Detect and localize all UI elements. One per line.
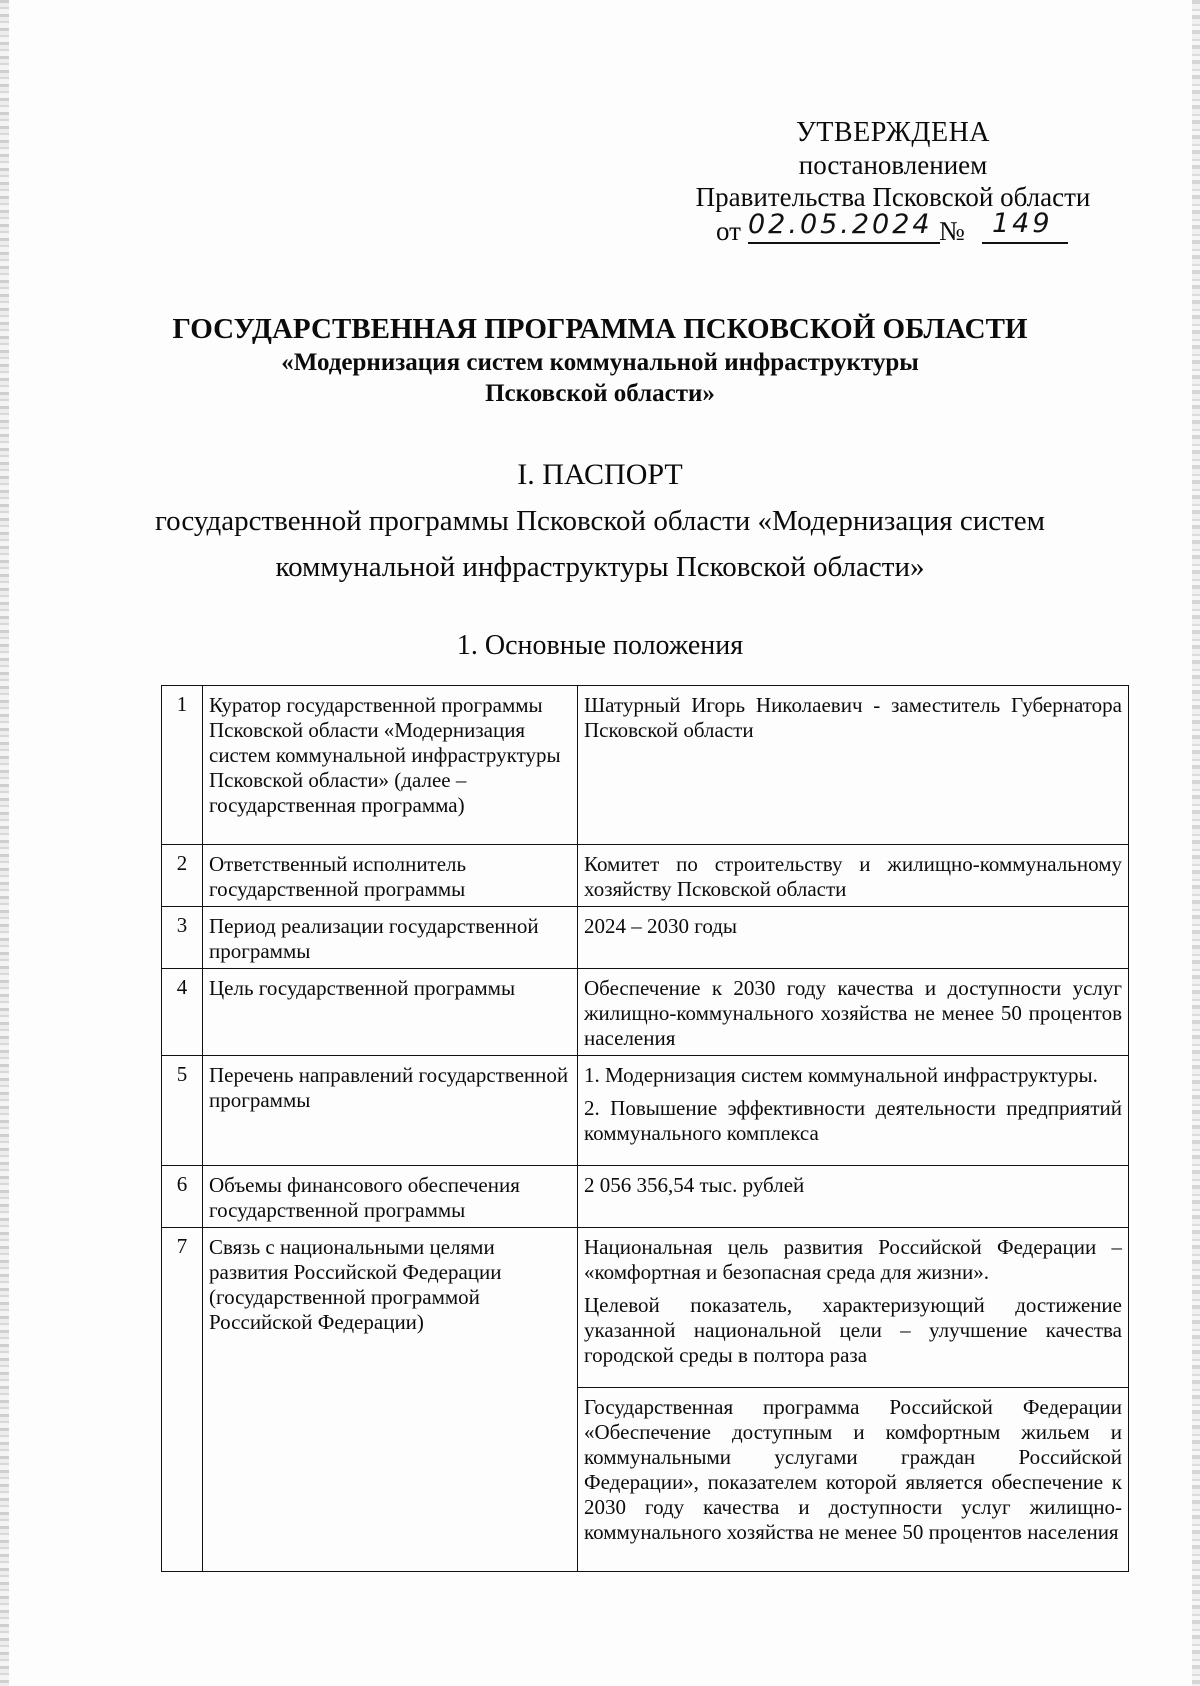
approval-date-handwritten: 02.05.2024 xyxy=(748,209,933,240)
row-value xyxy=(578,845,1129,907)
row-value-text: 2024 – 2030 годы xyxy=(584,914,738,938)
program-title xyxy=(100,311,1100,409)
row-number: 1 xyxy=(162,686,203,845)
approval-date-line xyxy=(686,208,1100,249)
approval-number-handwritten: 149 xyxy=(992,208,1053,239)
passport-subtitle-line-1: государственной программы Псковской области «Модернизация систем xyxy=(154,505,1046,537)
row-number: 7 xyxy=(162,1228,203,1572)
passport-heading-block xyxy=(100,452,1100,590)
row-number: 3 xyxy=(162,907,203,969)
table-row xyxy=(162,1056,1129,1166)
program-title-line-2: «Модернизация систем коммунальной инфраструктуры xyxy=(281,349,919,376)
row-value xyxy=(578,907,1129,969)
passport-subtitle-line-2: коммунальной инфраструктуры Псковской области» xyxy=(275,551,925,583)
approval-block xyxy=(686,117,1100,249)
row-value-text: Целевой показатель, характеризующий достижение указанной национальной цели – улучшение качества городской среды в полтора раза xyxy=(584,1293,1122,1367)
section-title: 1. Основные положения xyxy=(456,630,744,661)
row-value-text: Национальная цель развития Российской Федерации – «комфортная и безопасная среда для жизни». xyxy=(584,1235,1122,1284)
row-value-text: Шатурный Игорь Николаевич - заместитель Губернатора Псковской области xyxy=(584,693,1122,742)
row-number: 4 xyxy=(162,969,203,1056)
row-value-text: Обеспечение к 2030 году качества и доступности услуг жилищно-коммунального хозяйства не менее 50 процентов населения xyxy=(584,976,1122,1050)
row-label: Перечень направлений государственной программы xyxy=(203,1056,578,1166)
scan-edge-left xyxy=(0,0,9,1686)
table-row xyxy=(162,845,1129,907)
approval-date-underline xyxy=(748,242,940,244)
program-title-line-1: ГОСУДАРСТВЕННАЯ ПРОГРАММА ПСКОВСКОЙ ОБЛАСТИ xyxy=(172,313,1028,345)
table-row xyxy=(162,1228,1129,1388)
row-value xyxy=(578,686,1129,845)
row-value-text: 1. Модернизация систем коммунальной инфраструктуры. xyxy=(584,1063,1098,1087)
row-value-text: 2 056 356,54 тыс. рублей xyxy=(584,1173,805,1197)
row-label: Объемы финансового обеспечения государственной программы xyxy=(203,1166,578,1228)
program-title-line-3: Псковской области» xyxy=(485,380,715,407)
row-number: 6 xyxy=(162,1166,203,1228)
row-label: Период реализации государственной программы xyxy=(203,907,578,969)
approval-line-1: постановлением xyxy=(798,150,988,180)
approval-number-underline xyxy=(982,242,1068,244)
table-row xyxy=(162,969,1129,1056)
approval-number-label: № xyxy=(939,216,965,246)
row-value xyxy=(578,1228,1129,1388)
table-row xyxy=(162,1166,1129,1228)
table-row xyxy=(162,686,1129,845)
row-number: 2 xyxy=(162,845,203,907)
scan-edge-right xyxy=(1192,0,1200,1686)
row-number: 5 xyxy=(162,1056,203,1166)
table-row xyxy=(162,907,1129,969)
approval-ot-label: от xyxy=(716,216,741,246)
row-label: Связь с национальными целями развития Российской Федерации (государственной программой Российской Федерации) xyxy=(203,1228,578,1572)
approval-head: УТВЕРЖДЕНА xyxy=(795,117,991,148)
passport-heading: I. ПАСПОРТ xyxy=(517,458,683,491)
row-value xyxy=(578,1056,1129,1166)
row-value-text: Комитет по строительству и жилищно-коммунальному хозяйству Псковской области xyxy=(584,852,1122,901)
row-label: Ответственный исполнитель государственной программы xyxy=(203,845,578,907)
passport-table xyxy=(161,685,1129,1572)
row-label: Цель государственной программы xyxy=(203,969,578,1056)
row-value xyxy=(578,1166,1129,1228)
row-extra-value: Государственная программа Российской Федерации «Обеспечение доступным и комфортным жильем и коммунальными услугами граждан Российской Федерации», показателем которой является обеспечение к 2030 году качества и доступности услуг жилищно-коммунального хозяйства не менее 50 процентов населения xyxy=(578,1388,1129,1572)
approval-line-2: Правительства Псковской области xyxy=(695,182,1091,212)
row-label: Куратор государственной программы Псковской области «Модернизация систем коммунальной инфраструктуры Псковской области» (далее – государственная программа) xyxy=(203,686,578,845)
row-value-text: 2. Повышение эффективности деятельности предприятий коммунального комплекса xyxy=(584,1096,1122,1145)
row-value xyxy=(578,969,1129,1056)
